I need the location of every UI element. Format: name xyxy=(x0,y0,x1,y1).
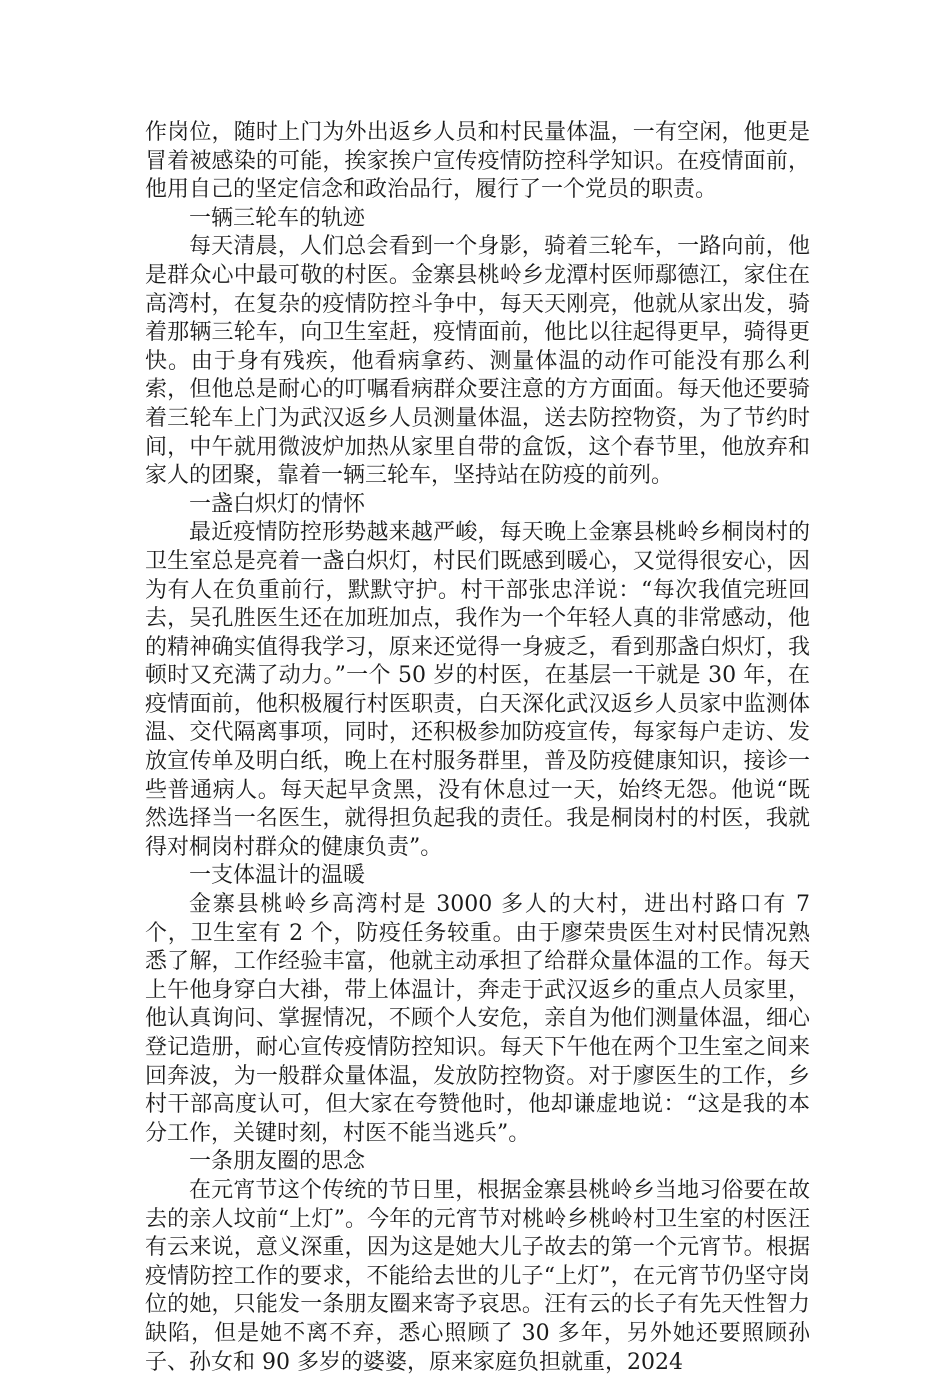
section-heading-light-bulb: 一盏白炽灯的情怀 xyxy=(189,491,366,517)
section-heading-tricycle: 一辆三轮车的轨迹 xyxy=(189,205,366,231)
paragraph-moments-post: 在元宵节这个传统的节日里，根据金寨县桃岭乡当地习俗要在故去的亲人坟前“上灯”。今年的元宵节对桃岭乡桃岭村卫生室的村医汪有云来说，意义深重，因为这是她大儿子故去的第一个元宵节。根据疫情防控工作的要求，不能给去世的儿子“上灯”，在元宵节仍坚守岗位的她，只能发一条朋友圈来寄予哀思。汪有云的长子有先天性智力缺陷，但是她不离不弃，悉心照顾了 30 多年，另外她还要照顾孙子、孙女和 90 多岁的婆婆，原来家庭负担就重，2024 xyxy=(145,1177,810,1375)
document-page xyxy=(145,119,810,1377)
paragraph-tricycle: 每天清晨，人们总会看到一个身影，骑着三轮车，一路向前，他是群众心中最可敬的村医。金寨县桃岭乡龙潭村医师鄢德江，家住在高湾村，在复杂的疫情防控斗争中，每天天刚亮，他就从家出发，骑着那辆三轮车，向卫生室赶，疫情面前，他比以往起得更早，骑得更快。由于身有残疾，他看病拿药、测量体温的动作可能没有那么利索，但他总是耐心的叮嘱看病群众要注意的方方面面。每天他还要骑着三轮车上门为武汉返乡人员测量体温，送去防控物资，为了节约时间，中午就用微波炉加热从家里自带的盒饭，这个春节里，他放弃和家人的团聚，靠着一辆三轮车，坚持站在防疫的前列。 xyxy=(145,234,810,489)
section-heading-thermometer: 一支体温计的温暖 xyxy=(189,863,366,889)
paragraph-thermometer: 金寨县桃岭乡高湾村是 3000 多人的大村，进出村路口有 7 个，卫生室有 2 个，防疫任务较重。由于廖荣贵医生对村民情况熟悉了解，工作经验丰富，他就主动承担了给群众量体温的工作。每天上午他身穿白大褂，带上体温计，奔走于武汉返乡的重点人员家里，他认真询问、掌握情况，不顾个人安危，亲自为他们测量体温，细心登记造册，耐心宣传疫情防控知识。每天下午他在两个卫生室之间来回奔波，为一般群众量体温，发放防控物资。对于廖医生的工作，乡村干部高度认可，但大家在夸赞他时，他却谦虚地说：“这是我的本分工作，关键时刻，村医不能当逃兵”。 xyxy=(145,892,810,1146)
paragraph-light-bulb: 最近疫情防控形势越来越严峻，每天晚上金寨县桃岭乡桐岗村的卫生室总是亮着一盏白炽灯，村民们既感到暖心，又觉得很安心，因为有人在负重前行，默默守护。村干部张忠洋说：“每次我值完班回去，吴孔胜医生还在加班加点，我作为一个年轻人真的非常感动，他的精神确实值得我学习，原来还觉得一身疲乏，看到那盏白炽灯，我顿时又充满了动力。”一个 50 岁的村医，在基层一干就是 30 年，在疫情面前，他积极履行村医职责，白天深化武汉返乡人员家中监测体温、交代隔离事项，同时，还积极参加防疫宣传，每家每户走访、发放宣传单及明白纸，晚上在村服务群里，普及防疫健康知识，接诊一些普通病人。每天起早贪黑，没有休息过一天，始终无怨。他说“既然选择当一名医生，就得担负起我的责任。我是桐岗村的村医，我就得对桐岗村群众的健康负责”。 xyxy=(145,520,810,860)
paragraph-party-member-duty: 作岗位，随时上门为外出返乡人员和村民量体温，一有空闲，他更是冒着被感染的可能，挨家挨户宣传疫情防控科学知识。在疫情面前，他用自己的坚定信念和政治品行，履行了一个党员的职责。 xyxy=(145,120,810,203)
section-heading-moments-post: 一条朋友圈的思念 xyxy=(189,1149,366,1175)
